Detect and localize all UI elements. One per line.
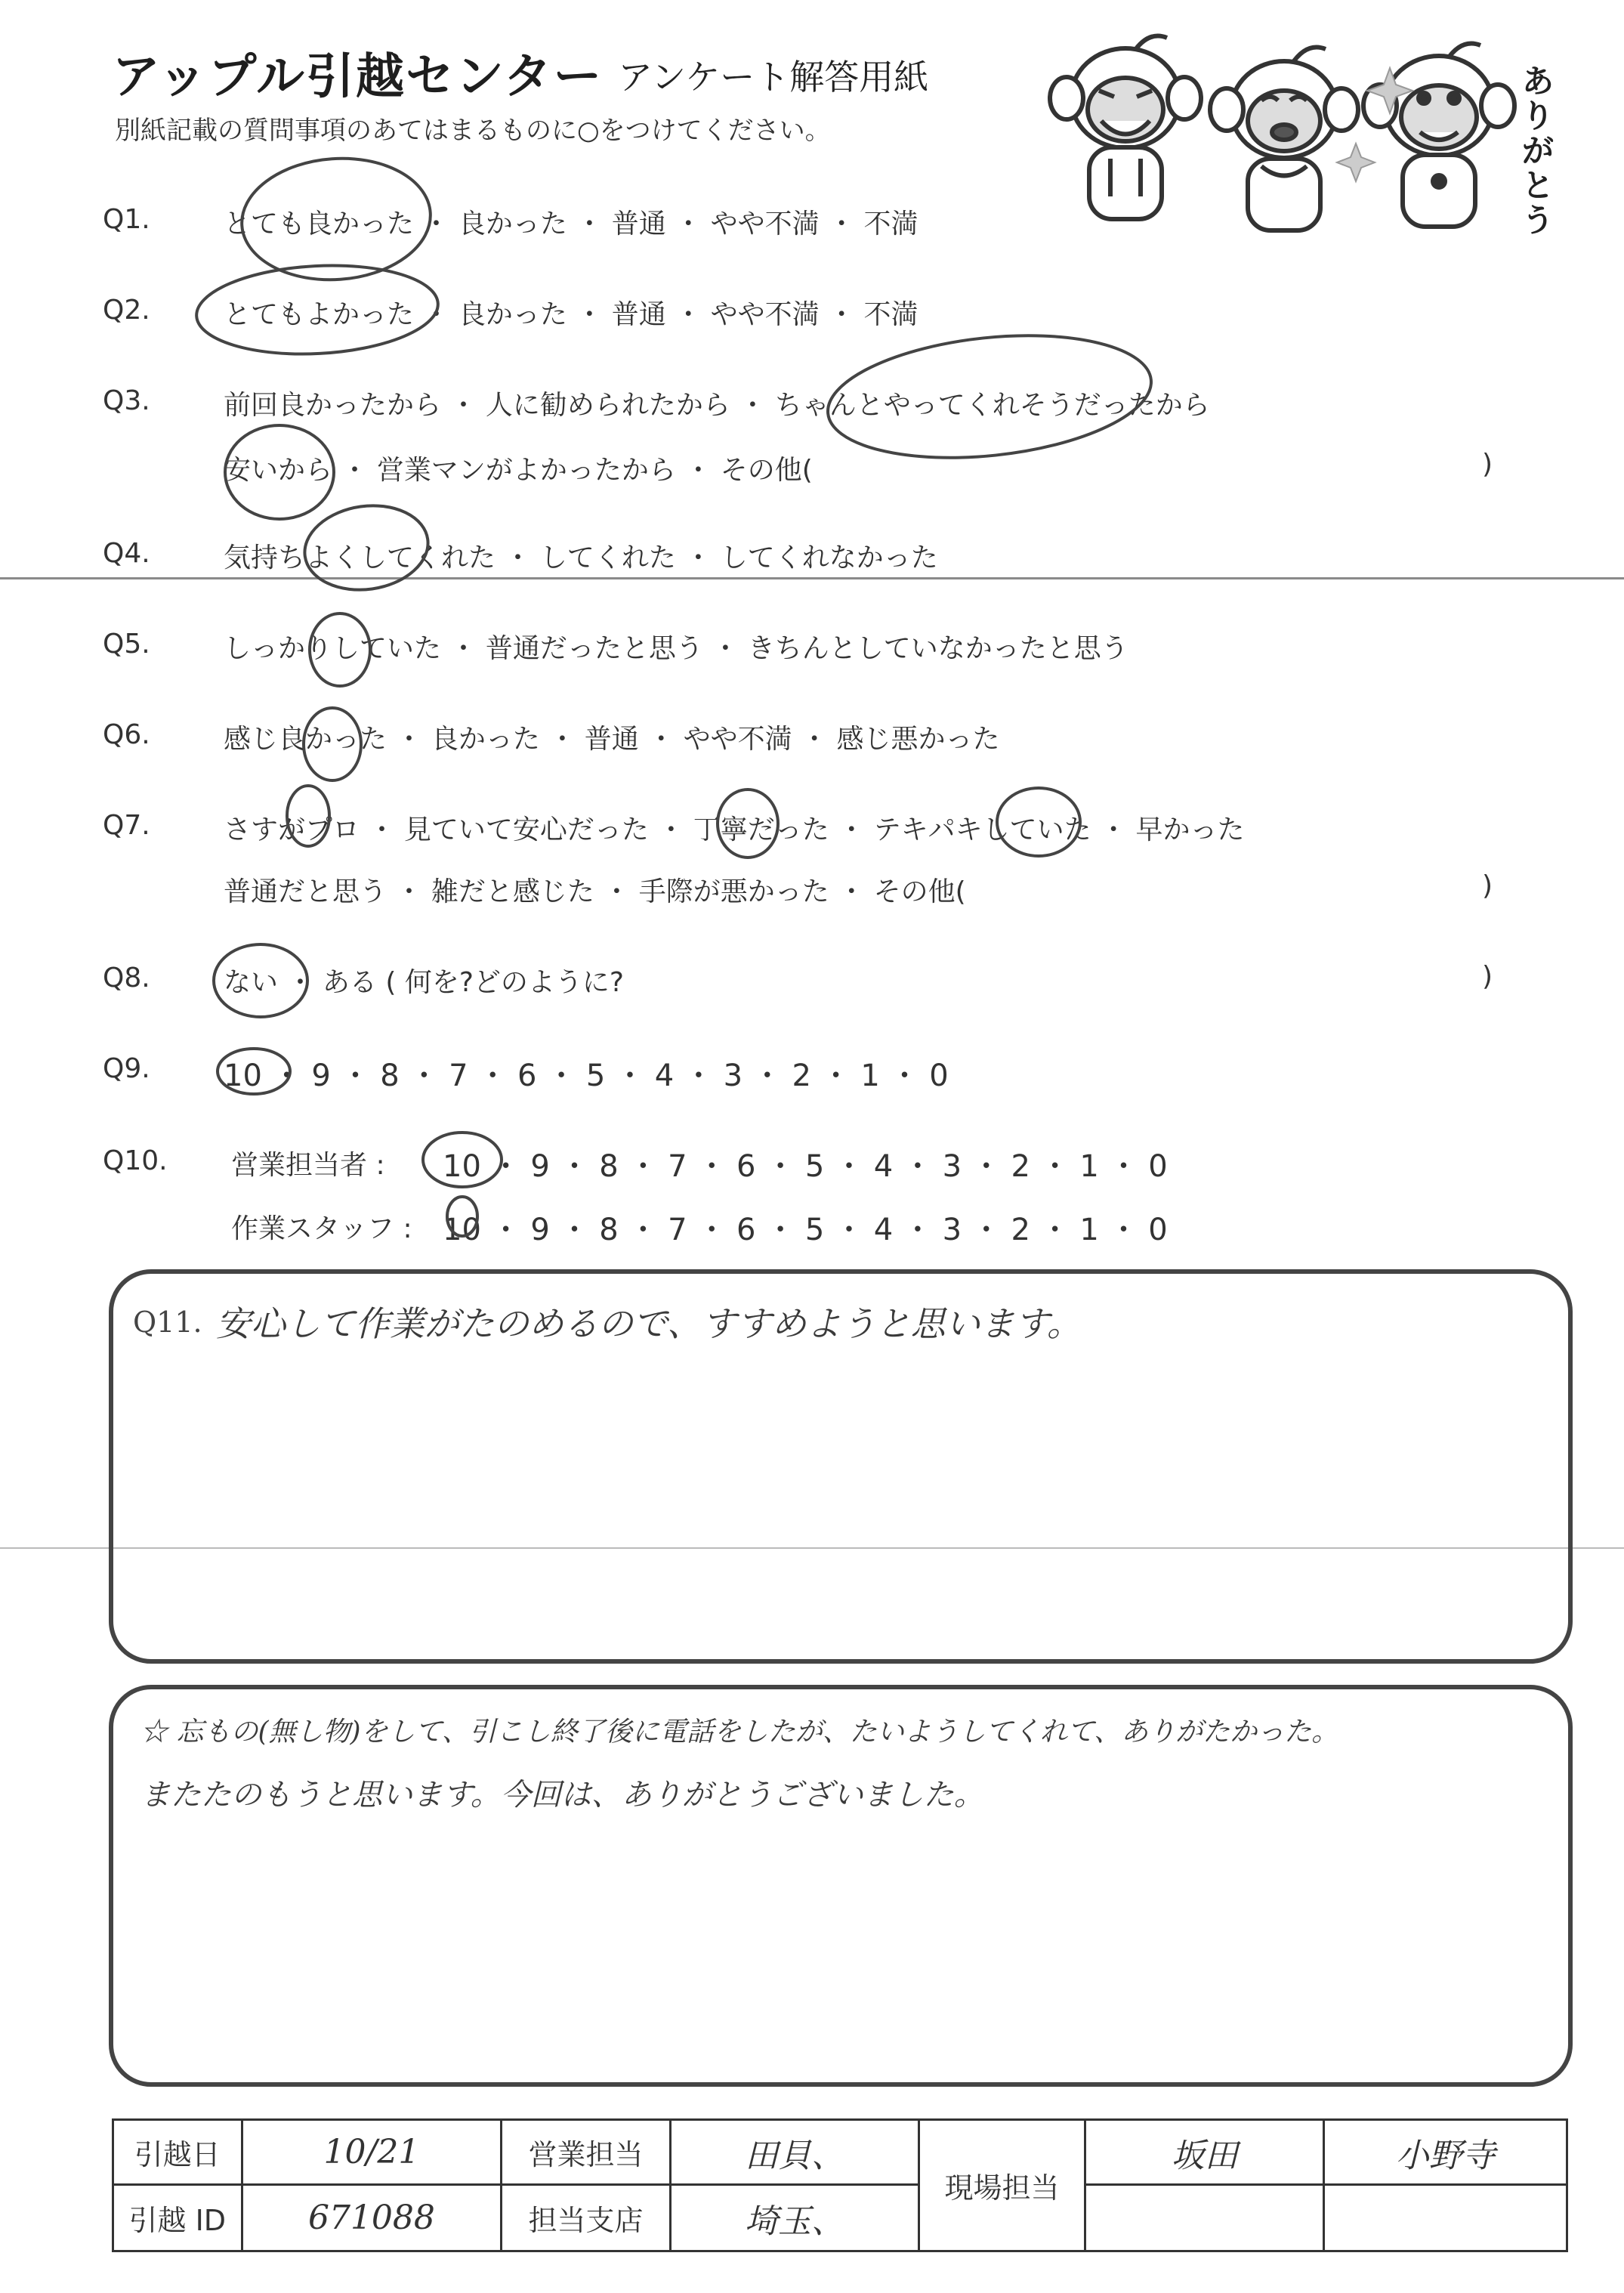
q10-label: Q10. [103, 1145, 168, 1176]
instruction-text: 別紙記載の質問事項のあてはまるものに○をつけてください。 [115, 116, 831, 146]
form-subtitle: アンケート解答用紙 [618, 57, 929, 97]
q3-options-line1: 前回良かったから ・ 人に勧められたから ・ ちゃんとやってくれそうだったから [224, 390, 1210, 421]
q6-label: Q6. [103, 719, 150, 750]
monkey-icon [1363, 44, 1514, 227]
q2-label: Q2. [103, 295, 150, 326]
q10-staff-scale: 10 ・ 9 ・ 8 ・ 7 ・ 6 ・ 5 ・ 4 ・ 3 ・ 2 ・ 1 ・ 0 [443, 1213, 1168, 1247]
q8-label: Q8. [103, 963, 150, 994]
move-date-label: 引越日 [113, 2120, 242, 2185]
q4-options: 気持ちよくしてくれた ・ してくれた ・ してくれなかった [224, 542, 938, 573]
move-info-table [112, 2118, 1568, 2252]
site-staff-empty-2 [1324, 2185, 1567, 2251]
fold-line [0, 577, 1624, 579]
site-staff-label: 現場担当 [919, 2120, 1085, 2251]
site-staff-1: 坂田 [1085, 2120, 1324, 2185]
q7-options-line2: 普通だと思う ・ 雑だと感じた ・ 手際が悪かった ・ その他( [224, 876, 966, 907]
q5-options: しっかりしていた ・ 普通だったと思う ・ きちんとしていなかったと思う [224, 633, 1128, 664]
comment-line-2: またたのもうと思います。今回は、ありがとうございました。 [140, 1778, 984, 1812]
q9-scale: 10 ・ 9 ・ 8 ・ 7 ・ 6 ・ 5 ・ 4 ・ 3 ・ 2 ・ 1 ・ 0 [224, 1058, 949, 1093]
branch-value: 埼玉、 [670, 2185, 919, 2251]
q3-close-paren: ) [1482, 449, 1493, 480]
move-id-value: 671088 [242, 2185, 502, 2251]
arigatou-text: ありがとう [1522, 63, 1555, 239]
monkey-icon [1050, 36, 1201, 220]
q4-label: Q4. [103, 538, 150, 569]
site-staff-2: 小野寺 [1324, 2120, 1567, 2185]
comment-line-1: ☆ 忘もの(無し物)をして、引こし終了後に電話をしたが、たいようしてくれて、ありがたかった。 [140, 1717, 1339, 1748]
move-id-label: 引越 ID [113, 2185, 242, 2251]
company-title: アップル引越センター [112, 49, 604, 105]
q8-options: ない ・ ある ( 何を?どのように? [224, 967, 625, 998]
q2-options: とてもよかった ・ 良かった ・ 普通 ・ やや不満 ・ 不満 [224, 299, 919, 330]
monkey-icon [1210, 48, 1358, 231]
site-staff-empty-1 [1085, 2185, 1324, 2251]
sales-rep-value: 田貝、 [670, 2120, 919, 2185]
branch-label: 担当支店 [502, 2185, 671, 2251]
q10-staff-label: 作業スタッフ : [231, 1213, 412, 1244]
q3-label: Q3. [103, 385, 150, 416]
q9-label: Q9. [103, 1053, 150, 1084]
q7-close-paren: ) [1482, 870, 1493, 901]
q11-label: Q11. [133, 1306, 202, 1339]
q8-close-paren: ) [1482, 961, 1493, 992]
q1-label: Q1. [103, 204, 150, 235]
q3-options-line2: 安いから ・ 営業マンがよかったから ・ その他( [224, 455, 813, 486]
q6-options: 感じ良かった ・ 良かった ・ 普通 ・ やや不満 ・ 感じ悪かった [224, 724, 1000, 755]
q1-options: とても良かった ・ 良かった ・ 普通 ・ やや不満 ・ 不満 [224, 209, 919, 239]
q5-label: Q5. [103, 629, 150, 660]
move-date-value: 10/21 [242, 2120, 502, 2185]
q10-sales-scale: 10 ・ 9 ・ 8 ・ 7 ・ 6 ・ 5 ・ 4 ・ 3 ・ 2 ・ 1 ・ 0 [443, 1149, 1168, 1184]
sales-rep-label: 営業担当 [502, 2120, 671, 2185]
q10-sales-label: 営業担当者 : [231, 1150, 385, 1181]
q7-options-line1: さすがプロ ・ 見ていて安心だった ・ 丁寧だった ・ テキパキしていた ・ 早かった [224, 814, 1245, 845]
q7-label: Q7. [103, 810, 150, 841]
q11-handwritten-answer: 安心して作業がたのめるので、すすめようと思います。 [216, 1303, 1082, 1344]
